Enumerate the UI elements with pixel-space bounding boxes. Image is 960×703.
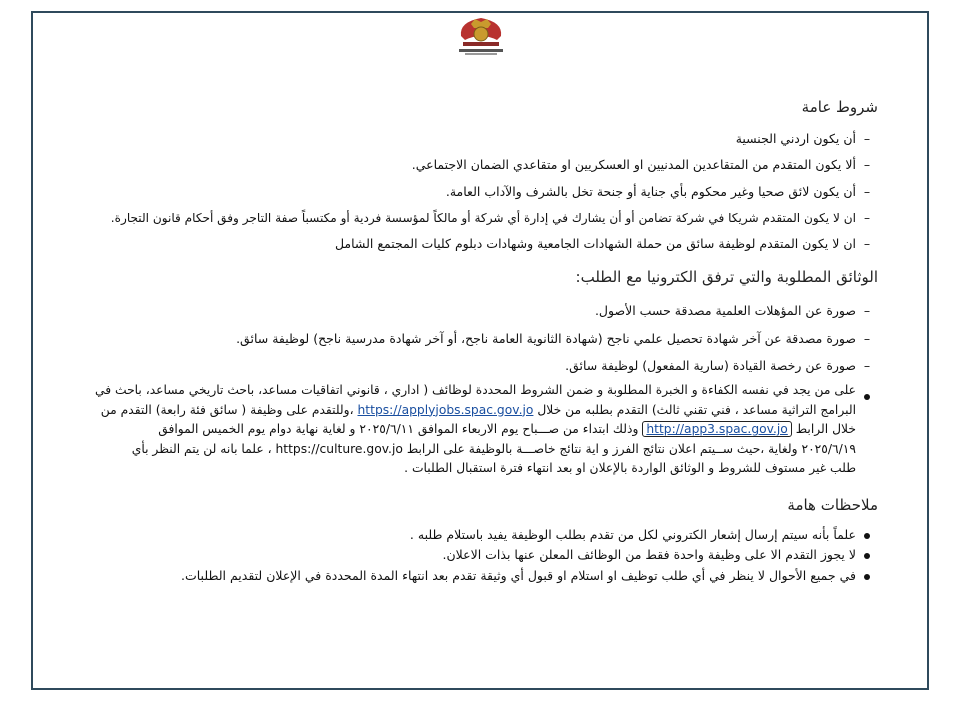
application-text: على من يجد في نفسه الكفاءة و الخبرة المطلوبة و ضمن الشروط المحددة لوظائف ( اداري ، قانوني اتفاقيات مساعد، باحث تاريخي مساعد، باحث في <box>94 383 856 397</box>
dash-bullet: – <box>863 236 871 251</box>
application-text: ، علما بانه لن يتم النظر بأي <box>131 441 272 456</box>
important-note-text: في جميع الأحوال لا ينظر في أي طلب توظيف او استلام او قبول أي وثيقة تقدم بعد انتهاء المدة المحددة في الإعلان لتقديم الطلبات. <box>181 568 856 583</box>
general-condition-text: ان لا يكون المتقدم لوظيفة سائق من حملة الشهادات الجامعية وشهادات دبلوم كليات المجتمع الشامل <box>334 236 856 251</box>
general-condition-text: أن يكون لائق صحيا وغير محكوم بأي جناية أو جنحة تخل بالشرف والآداب العامة. <box>445 184 856 199</box>
dash-bullet: – <box>863 211 871 225</box>
dot-bullet <box>856 546 878 564</box>
applyjobs-link[interactable]: https://applyjobs.spac.gov.jo <box>357 402 534 417</box>
jordan-coat-of-arms-icon <box>455 14 507 56</box>
culture-link[interactable]: https://culture.gov.jo <box>275 441 403 456</box>
required-document-item <box>236 330 878 348</box>
dash-bullet: – <box>863 331 871 346</box>
application-text: وذلك ابتداء من صـــباح يوم الاربعاء الموافق ٢٠٢٥/٦/١١ و لغاية نهاية دوام يوم الخميس الموافق <box>158 422 639 436</box>
dash-bullet: – <box>863 131 871 146</box>
general-condition-item <box>736 130 878 148</box>
required-documents-heading: الوثائق المطلوبة والتي ترفق الكترونيا مع الطلب: <box>575 268 878 286</box>
important-note-item <box>181 567 878 585</box>
application-text: خلال الرابط <box>795 422 856 436</box>
general-condition-item <box>111 209 878 227</box>
dot-bullet <box>856 567 878 585</box>
important-note-item <box>443 546 878 564</box>
document-border <box>31 11 929 690</box>
application-text: ،وللتقدم على وظيفة ( سائق فئة رابعة) التقدم من <box>100 402 354 417</box>
required-document-item <box>565 357 878 375</box>
dash-bullet: – <box>863 303 871 318</box>
dot-bullet <box>856 387 878 407</box>
dot-bullet <box>856 526 878 544</box>
general-condition-item <box>335 235 878 253</box>
dash-bullet: – <box>863 358 871 373</box>
general-condition-item <box>412 156 878 174</box>
general-condition-text: أن يكون اردني الجنسية <box>735 131 856 146</box>
required-document-text: صورة مصدقة عن آخر شهادة تحصيل علمي ناجح (شهادة الثانوية العامة ناجح، أو آخر شهادة مدرسية ناجح) لوظيفة سائق. <box>236 331 856 346</box>
general-condition-text: ألا يكون المتقدم من المتقاعدين المدنيين او العسكريين او متقاعدي الضمان الاجتماعي. <box>411 157 856 172</box>
app3-link[interactable]: http://app3.spac.gov.jo <box>642 421 791 437</box>
application-text: ٢٠٢٥/٦/١٩ ولغاية ،حيث ســيتم اعلان نتائج الفرز و اية نتائج خاصـــة بالوظيفة على الرابط <box>406 441 856 456</box>
dash-bullet: – <box>863 184 871 199</box>
important-note-text: لا يجوز التقدم الا على وظيفة واحدة فقط من الوظائف المعلن عنها بذات الاعلان. <box>442 547 856 562</box>
general-condition-text: ان لا يكون المتقدم شريكا في شركة تضامن أو أن يشارك في إدارة أي شركة أو مالكاً لمؤسسة فردية أو مكتسباً صفة التاجر وفق أحكام قانون التجارة. <box>110 211 856 225</box>
required-document-item <box>595 302 878 320</box>
application-text: البرامج التراثية مساعد ، فني تقني ثالث) التقدم بطلبه من خلال <box>537 402 856 417</box>
general-condition-item <box>446 183 878 201</box>
important-note-item <box>410 526 878 544</box>
general-conditions-heading: شروط عامة <box>801 98 878 116</box>
dash-bullet: – <box>863 157 871 172</box>
required-document-text: صورة عن رخصة القيادة (سارية المفعول) لوظيفة سائق. <box>565 358 856 373</box>
important-notes-heading: ملاحظات هامة <box>787 496 878 514</box>
required-document-text: صورة عن المؤهلات العلمية مصدقة حسب الأصول. <box>594 303 856 318</box>
important-note-text: علماً بأنه سيتم إرسال إشعار الكتروني لكل من تقدم بطلب الوظيفة يفيد باستلام طلبه . <box>409 527 856 542</box>
application-text: طلب غير مستوف للشروط و الوثائق الواردة بالإعلان او بعد انتهاء فترة استقبال الطلبات . <box>404 461 856 475</box>
